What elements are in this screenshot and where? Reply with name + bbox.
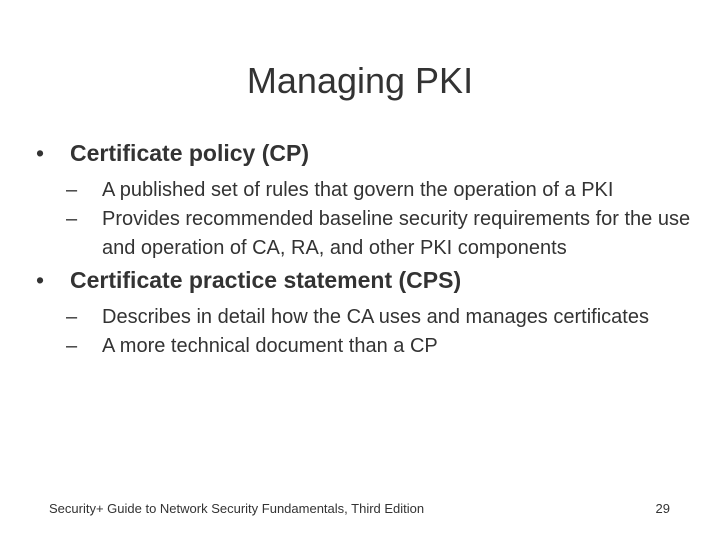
sub-bullet-text: Provides recommended baseline security requirements for the use and operation of CA, RA, and other PKI components [102, 208, 691, 259]
sub-bullet-text: A published set of rules that govern the operation of a PKI [102, 179, 614, 201]
dash-icon: – [66, 306, 78, 328]
sub-bullet [66, 332, 696, 361]
bullet-certificate-policy [36, 138, 696, 168]
bullet-text: Certificate practice statement (CPS) [70, 267, 462, 293]
sub-bullet-list [66, 176, 696, 263]
sub-bullet-text: Describes in detail how the CA uses and manages certificates [102, 306, 649, 328]
bullet-list [36, 138, 696, 361]
bullet-certificate-practice-statement [36, 265, 696, 295]
slide-title: Managing PKI [246, 60, 474, 101]
dash-icon: – [66, 335, 78, 357]
bullet-icon: • [36, 140, 45, 166]
footer-source: Security+ Guide to Network Security Fundamentals, Third Edition [49, 501, 425, 516]
sub-bullet [66, 303, 696, 332]
dash-icon: – [66, 179, 78, 201]
sub-bullet [66, 205, 696, 263]
bullet-text: Certificate policy (CP) [70, 140, 309, 166]
dash-icon: – [66, 208, 78, 230]
sub-bullet-text: A more technical document than a CP [102, 335, 438, 357]
bullet-icon: • [36, 267, 45, 293]
page-number: 29 [655, 501, 670, 516]
sub-bullet-list [66, 303, 696, 361]
sub-bullet [66, 176, 696, 205]
